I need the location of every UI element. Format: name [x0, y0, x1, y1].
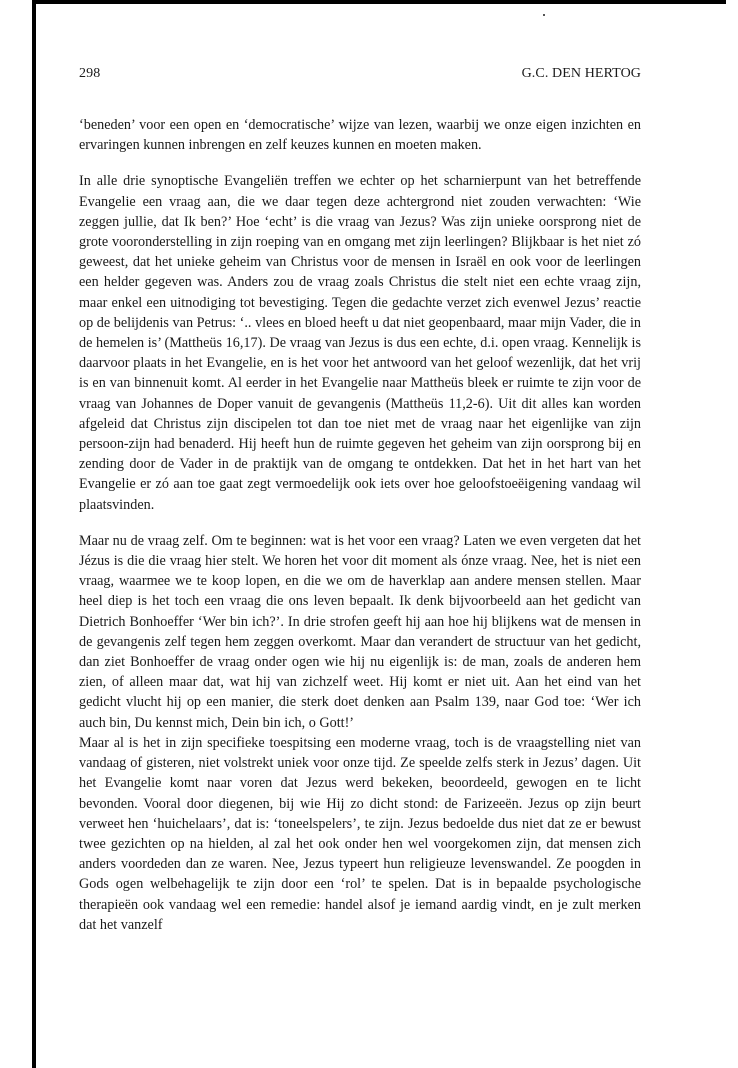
paragraph-2: In alle drie synoptische Evangeliën treffen we echter op het scharnierpunt van het betreffende Evangelie een vraag aan, die we daar tegen deze achtergrond niet zouden verwachten: ‘Wie zeggen jullie, dat Ik ben?’ Hoe ‘echt’ is die vraag van Jezus? Was zijn unieke oorsprong niet de grote vooronderstelling in zijn roeping van en omgang met zijn leerlingen? Blijkbaar is het niet zó geweest, dat het unieke geheim van Christus voor de mensen in Israël en ook voor de leerlingen een helder gegeven was. Anders zou de vraag zoals Christus die stelt niet een echte vraag zijn, maar enkel een uitnodiging tot bevestiging. Tegen die gedachte verzet zich evenwel Jezus’ reactie op de belijdenis van Petrus: ‘.. vlees en bloed heeft u dat niet geopenbaard, maar mijn Vader, die in de hemelen is’ (Mattheüs 16,17). De vraag van Jezus is dus een echte, d.i. open vraag. Kennelijk is daarvoor plaats in het Evangelie, en is het voor het antwoord van het geloof wezenlijk, dat het vrij is en van binnenuit komt. Al eerder in het Evangelie naar Mattheüs bleek er ruimte te zijn voor de vraag van Johannes de Doper vanuit de gevangenis (Mattheüs 11,2-6). Uit dit alles kan worden afgeleid dat Christus zijn discipelen tot dan toe niet met de vraag naar het eigenlijke van zijn persoon-zijn had benaderd. Hij heeft hun de ruimte gegeven het geheim van zijn oorsprong bij en zending door de Vader in de praktijk van de omgang te ontdekken. Dat het in het hart van het Evangelie er zó aan toe gaat zegt vermoedelijk ook iets over hoe geloofstoeëigening vandaag wil plaatsvinden.: [79, 173, 641, 513]
scan-border-left: [32, 0, 36, 1068]
paragraph-1: ‘beneden’ voor een open en ‘democratische’ wijze van lezen, waarbij we onze eigen inzichten en ervaringen kunnen inbrengen en zelf keuzes kunnen en moeten maken.: [79, 117, 641, 154]
body-text: [79, 115, 641, 935]
paragraph-3: Maar nu de vraag zelf. Om te beginnen: wat is het voor een vraag? Laten we even vergeten dat het Jézus is die die vraag hier stelt. We horen het voor dit moment als ónze vraag. Nee, het is niet een vraag, waarmee we te koop lopen, en die we om de haverklap aan andere mensen stellen. Maar heel diep is het toch een vraag die ons leven bepaalt. Ik denk bijvoorbeeld aan het gedicht van Dietrich Bonhoeffer ‘Wer bin ich?’. In drie strofen geeft hij aan hoe hij blijkens wat de mensen in de gevangenis zelf tegen hem zeggen overkomt. Maar dan verandert de structuur van het gedicht, dan ziet Bonhoeffer de vraag onder ogen wie hij nu eigenlijk is: de man, zoals de anderen hem zien, of alleen maar dat, wat hij van zichzelf weet. Hij komt er niet uit. Aan het eind van het gedicht vlucht hij op een manier, die sterk doet denken aan Psalm 139, naar God toe: ‘Wer ich auch bin, Du kennst mich, Dein bin ich, o Gott!’: [79, 532, 641, 731]
page-number: 298: [79, 66, 101, 81]
paragraph-4: Maar al is het in zijn specifieke toespitsing een moderne vraag, toch is de vraagstelling niet van vandaag of gisteren, niet volstrekt uniek voor onze tijd. Ze speelde zelfs sterk in Jezus’ dagen. Uit het Evangelie komt naar voren dat Jezus werd bekeken, beoordeeld, gewogen en te licht bevonden. Vooral door diegenen, bij wie Hij zo dicht stond: de Farizeeën. Jezus op zijn beurt verweet hen ‘huichelaars’, dat is: ‘toneelspelers’, te zijn. Jezus bedoelde dus niet dat ze er bewust twee gezichten op na hielden, al zal het ook onder hen wel voorgekomen zijn, dat mensen zich anders voordeden dan ze waren. Nee, Jezus typeert hun religieuze levenswandel. Ze poogden in Gods ogen welbehagelijk te zijn door een ‘rol’ te spelen. Dat is in bepaalde psychologische therapieën ook vandaag wel een remedie: handel alsof je iemand aardig vindt, en je zult merken dat het vanzelf: [79, 734, 641, 933]
page-header: [79, 66, 641, 88]
running-head: G.C. DEN HERTOG: [521, 66, 641, 81]
scan-speck: [543, 14, 545, 16]
scan-border-top: [32, 0, 726, 4]
